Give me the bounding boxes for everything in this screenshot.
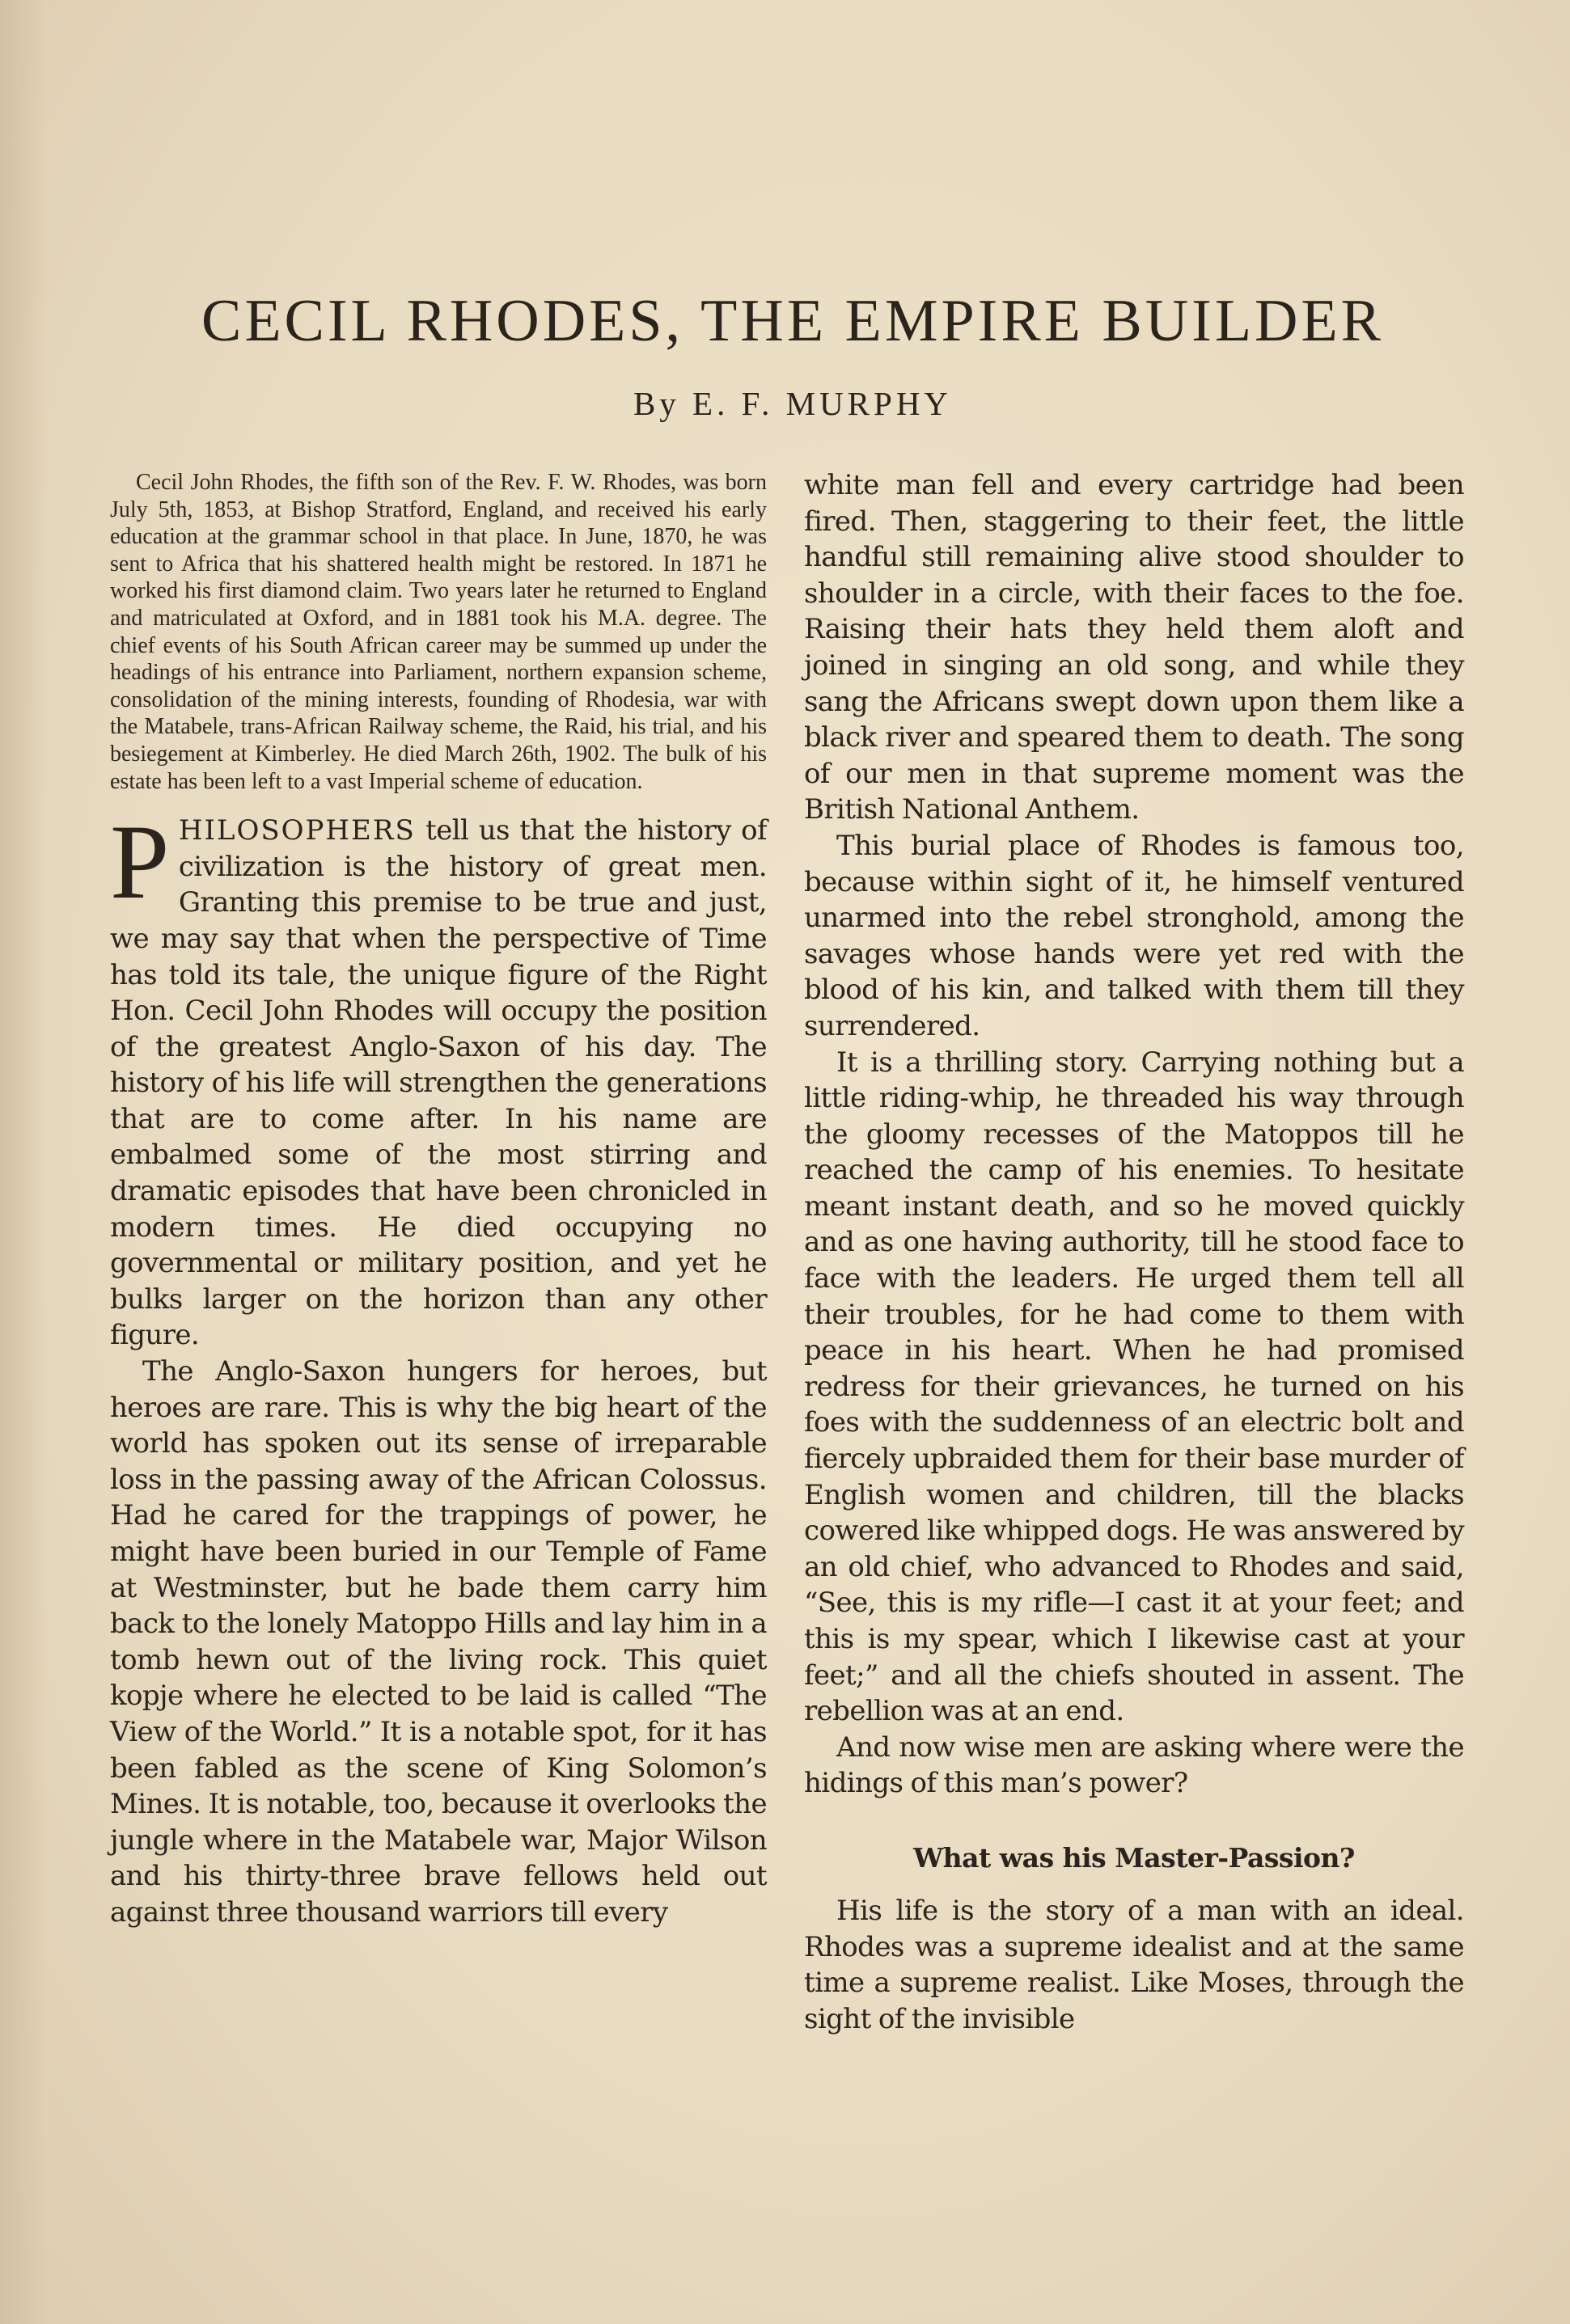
page-spine-shadow [0, 0, 49, 2324]
right-column [804, 467, 1464, 2037]
left-column [110, 469, 767, 1931]
section-subheading: What was his Master-Passion? [913, 1841, 1355, 1874]
paragraph-heroes: The Anglo-Saxon hungers for heroes, but heroes are rare. This is why the big heart of the world has spoken out its sense of irreparable loss in the passing away of the African Colossus. Had he cared for the trappings of power, he might have been buried in our Temple of Fame at Westminster, but he bade them carry him back to the lonely Matoppo Hills and lay him in a tomb hewn out of the living rock. This quiet kopje where he elected to be laid is called “The View of the World.” It is a notable spot, for it has been fabled as the scene of King Solomon’s Mines. It is notable, too, because it overlooks the jungle where in the Matabele war, Major Wilson and his thirty-three brave fellows held out against three thousand warriors till every [110, 1355, 767, 1929]
article-abstract: Cecil John Rhodes, the fifth son of the Rev. F. W. Rhodes, was born July 5th, 1853, at Bishop Stratford, England, and received his early education at the grammar school in that place. In June, 1870, he was sent to Africa that his shattered health might be restored. In 1871 he worked his first diamond claim. Two years later he returned to England and matriculated at Oxford, and in 1881 took his M.A. degree. The chief events of his South African career may be summed up under the headings of his entrance into Parliament, northern expansion scheme, consolidation of the mining interests, founding of Rhodesia, war with the Matabele, trans-African Railway scheme, the Raid, his trial, and his besiegement at Kimberley. He died March 26th, 1902. The bulk of his estate has been left to a vast Imperial scheme of education. [110, 470, 767, 794]
paragraph-thrilling-story: It is a thrilling story. Carrying nothing but a little riding-whip, he threaded his way through the gloomy recesses of the Matoppos till he reached the camp of his enemies. To hesitate meant instant death, and so he moved quickly and as one having authority, till he stood face to face with the leaders. He urged them tell all their troubles, for he had come to them with peace in his heart. When he had promised redress for their grievances, he turned on his foes with the suddenness of an electric bolt and fiercely upbraided them for their base murder of English women and children, till the blacks cowered like whipped dogs. He was answered by an old chief, who advanced to Rhodes and said, “See, this is my rifle—I cast it at your feet; and this is my spear, which I likewise cast at your feet;” and all the chiefs shouted in assent. The rebellion was at an end. [804, 1046, 1464, 1728]
opening-paragraph [110, 802, 767, 1354]
article-title: CECIL RHODES, THE EMPIRE BUILDER [201, 288, 1385, 354]
opening-paragraph-text: tell us that the history of civilization is the history of great men. Granting this premise to be true and just, we may say that when the perspective of Time has told its tale, the unique figure of the Right Hon. Cecil John Rhodes will occupy the position of the greatest Anglo-Saxon of his day. The history of his life will strengthen the generations that are to come after. In his name are embalmed some of the most stirring and dramatic episodes that have been chronicled in modern times. He died occupying no governmental or military position, and yet he bulks larger on the horizon than any other figure. [110, 814, 767, 1352]
paragraph-wise-men: And now wise men are asking where were the hidings of this man’s power? [804, 1730, 1464, 1800]
drop-cap: P [110, 802, 169, 922]
opening-word: HILOSOPHERS [178, 814, 416, 847]
paragraph-ideal: His life is the story of a man with an ideal. Rhodes was a supreme idealist and at the same time a supreme realist. Like Moses, through the sight of the invisible [804, 1894, 1464, 2035]
paragraph-burial-place: This burial place of Rhodes is famous too, because within sight of it, he himself ventured unarmed into the rebel stronghold, among the savages whose hands were yet red with the blood of his kin, and talked with them till they surrendered. [804, 829, 1464, 1042]
article-byline: By E. F. MURPHY [633, 385, 953, 422]
paragraph-heroes-continued: white man fell and every cartridge had been fired. Then, staggering to their feet, the little handful still remaining alive stood shoulder to shoulder in a circle, with their faces to the foe. Raising their hats they held them aloft and joined in singing an old song, and while they sang the Africans swept down upon them like a black river and speared them to death. The song of our men in that supreme moment was the British National Anthem. [804, 469, 1464, 826]
